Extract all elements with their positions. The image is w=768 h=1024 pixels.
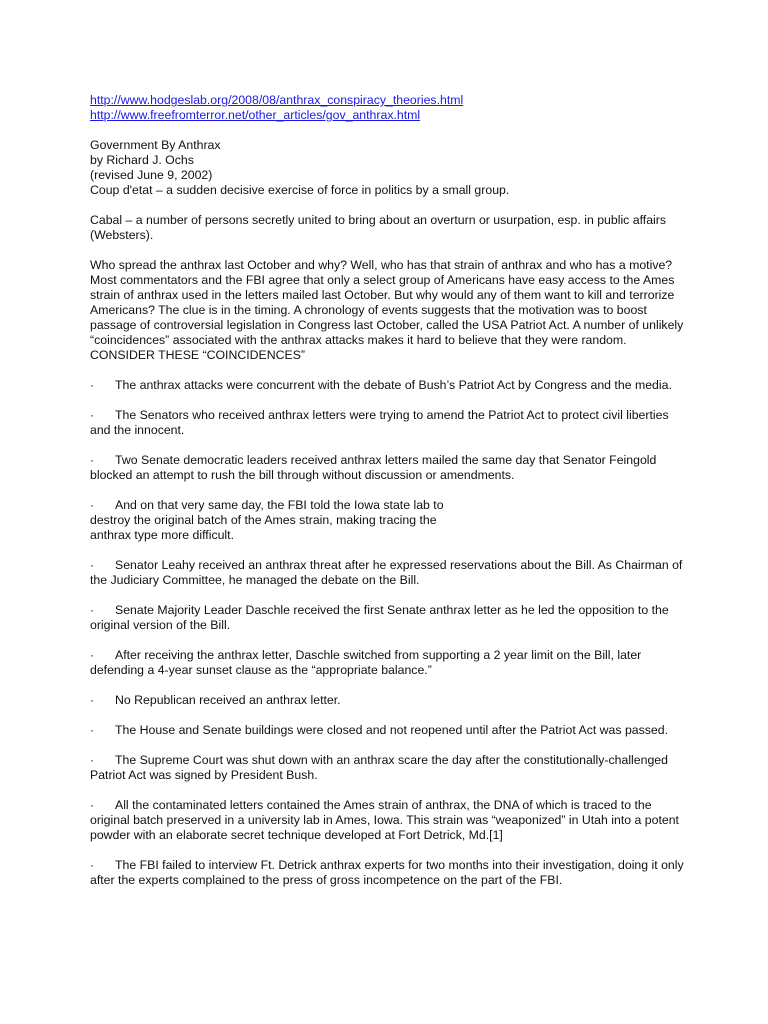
bullet-item xyxy=(90,723,690,738)
bullet-text: The Senators who received anthrax letters were trying to amend the Patriot Act to protect civil liberties and the innocent. xyxy=(90,408,669,437)
bullet-mark: · xyxy=(90,408,95,422)
intro-paragraph: Who spread the anthrax last October and why? Well, who has that strain of anthrax and who has a motive? Most commentators and the FBI agree that only a select group of Americans have easy access to the Ames strain of anthrax used in the letters mailed last October. But why would any of them want to kill and terrorize Americans? The clue is in the timing. A chronology of events suggests that the motivation was to boost passage of controversial legislation in Congress last October, called the USA Patriot Act. A number of unlikely “coincidences” associated with the anthrax attacks makes it hard to believe that they were random. xyxy=(90,258,684,347)
bullet-mark: · xyxy=(90,858,95,872)
bullet-text: All the contaminated letters contained the Ames strain of anthrax, the DNA of which is traced to the original batch preserved in a university lab in Ames, Iowa. This strain was “weaponized” in Utah into a potent powder with an elaborate secret technique developed at Fort Detrick, Md.[1] xyxy=(90,798,679,842)
article-title: Government By Anthrax xyxy=(90,138,221,152)
bullet-text: Two Senate democratic leaders received anthrax letters mailed the same day that Senator Feingold blocked an attempt to rush the bill through without discussion or amendments. xyxy=(90,453,657,482)
bullet-item xyxy=(90,603,690,633)
bullet-mark: · xyxy=(90,378,95,392)
bullet-mark: · xyxy=(90,498,95,512)
bullet-text: No Republican received an anthrax letter. xyxy=(115,693,341,707)
definition-coup: Coup d'etat – a sudden decisive exercise of force in politics by a small group. xyxy=(90,183,510,197)
bullet-text: The FBI failed to interview Ft. Detrick anthrax experts for two months into their investigation, doing it only after the experts complained to the press of gross incompetence on the part of the FBI. xyxy=(90,858,684,887)
bullet-item xyxy=(90,558,690,588)
bullet-item xyxy=(90,408,690,438)
bullet-mark: · xyxy=(90,603,95,617)
bullet-item xyxy=(90,798,690,843)
bullet-item xyxy=(90,753,690,783)
bullet-mark: · xyxy=(90,693,95,707)
bullet-mark: · xyxy=(90,648,95,662)
bullet-item xyxy=(90,858,690,888)
bullet-item xyxy=(90,453,690,483)
bullet-text: Senate Majority Leader Daschle received the first Senate anthrax letter as he led the opposition to the original version of the Bill. xyxy=(90,603,669,632)
bullet-mark: · xyxy=(90,798,95,812)
bullet-item xyxy=(90,648,690,678)
bullet-mark: · xyxy=(90,453,95,467)
bullet-text: The Supreme Court was shut down with an anthrax scare the day after the constitutionally-challenged Patriot Act was signed by President Bush. xyxy=(90,753,668,782)
document-page xyxy=(90,93,690,888)
section-heading: CONSIDER THESE “COINCIDENCES” xyxy=(90,348,305,362)
bullet-text: The House and Senate buildings were closed and not reopened until after the Patriot Act was passed. xyxy=(115,723,669,737)
bullet-item xyxy=(90,693,690,708)
source-link-1[interactable]: http://www.hodgeslab.org/2008/08/anthrax_conspiracy_theories.html xyxy=(90,93,464,107)
bullet-text: The anthrax attacks were concurrent with the debate of Bush’s Patriot Act by Congress and the media. xyxy=(115,378,672,392)
bullet-mark: · xyxy=(90,558,95,572)
article-byline: by Richard J. Ochs xyxy=(90,153,194,167)
bullet-mark: · xyxy=(90,723,95,737)
bullet-text: And on that very same day, the FBI told the Iowa state lab to destroy the original batch of the Ames strain, making tracing the anthrax type more difficult. xyxy=(90,498,444,542)
article-revised-date: (revised June 9, 2002) xyxy=(90,168,213,182)
definition-cabal: Cabal – a number of persons secretly united to bring about an overturn or usurpation, esp. in public affairs (Websters). xyxy=(90,213,667,242)
bullet-item xyxy=(90,378,690,393)
source-link-2[interactable]: http://www.freefromterror.net/other_articles/gov_anthrax.html xyxy=(90,108,421,122)
bullet-text: Senator Leahy received an anthrax threat after he expressed reservations about the Bill. As Chairman of the Judiciary Committee, he managed the debate on the Bill. xyxy=(90,558,683,587)
bullet-text: After receiving the anthrax letter, Daschle switched from supporting a 2 year limit on the Bill, later defending a 4-year sunset clause as the “appropriate balance.” xyxy=(90,648,642,677)
bullet-item xyxy=(90,498,450,543)
bullet-mark: · xyxy=(90,753,95,767)
